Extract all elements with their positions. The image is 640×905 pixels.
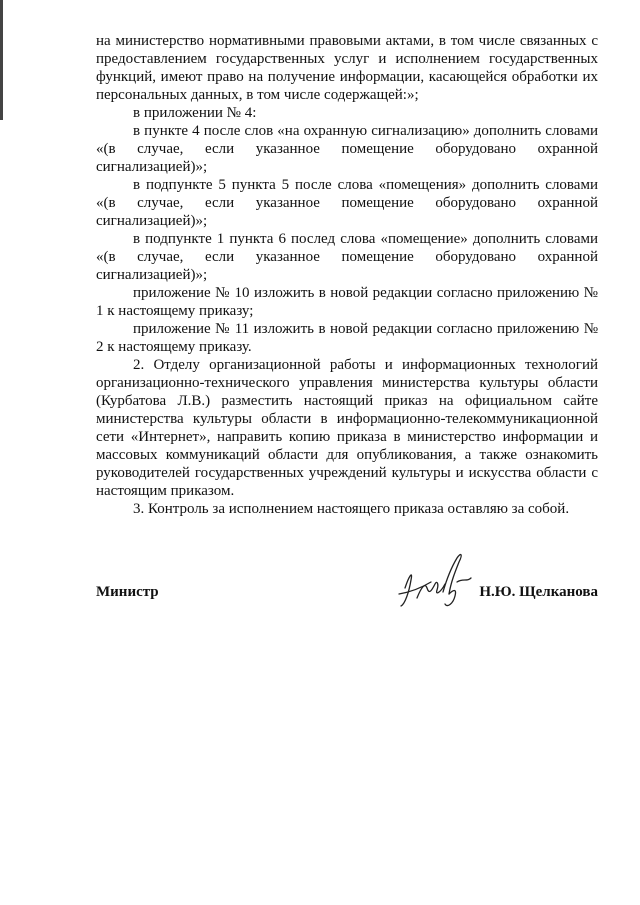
handwritten-signature [391,548,491,618]
paragraph-continuation: на министерство нормативными правовыми актами, в том числе связанных с предоставлением государственных услуг и исполнением государственных функций, имеют право на получение информации, касающейся обработки их персональных данных, в том числе содержащей:»; [96,33,598,103]
scan-edge-mark [0,0,3,120]
paragraph-appendix-4: в приложении № 4: [133,105,257,121]
paragraph-appendix-10: приложение № 10 изложить в новой редакции согласно приложению № 1 к настоящему приказу; [96,285,598,319]
signature-block [96,578,598,618]
paragraph-item-2: 2. Отделу организационной работы и информационных технологий организационно-технического управления министерства культуры области (Курбатова Л.В.) разместить настоящий приказ на официальном сайте министерства культуры области в информационно-телекоммуникационной сети «Интернет», направить копию приказа в министерство информации и массовых коммуникаций области для опубликования, а также ознакомить руководителей государственных учреждений культуры и искусства области с настоящим приказом. [96,357,598,499]
paragraph-point-4: в пункте 4 после слов «на охранную сигнализацию» дополнить словами «(в случае, если указанное помещение оборудовано охранной сигнализацией)»; [96,123,598,175]
paragraph-appendix-11: приложение № 11 изложить в новой редакции согласно приложению № 2 к настоящему приказу. [96,321,598,355]
paragraph-subpoint-6: в подпункте 1 пункта 6 послед слова «помещение» дополнить словами «(в случае, если указанное помещение оборудовано охранной сигнализацией)»; [96,231,598,283]
document-body [96,32,598,518]
paragraph-subpoint-5: в подпункте 5 пункта 5 после слова «помещения» дополнить словами «(в случае, если указанное помещение оборудовано охранной сигнализацией)»; [96,177,598,229]
paragraph-item-3: 3. Контроль за исполнением настоящего приказа оставляю за собой. [133,501,570,517]
signatory-name: Н.Ю. Щелканова [479,584,598,600]
signatory-role: Министр [96,584,159,600]
